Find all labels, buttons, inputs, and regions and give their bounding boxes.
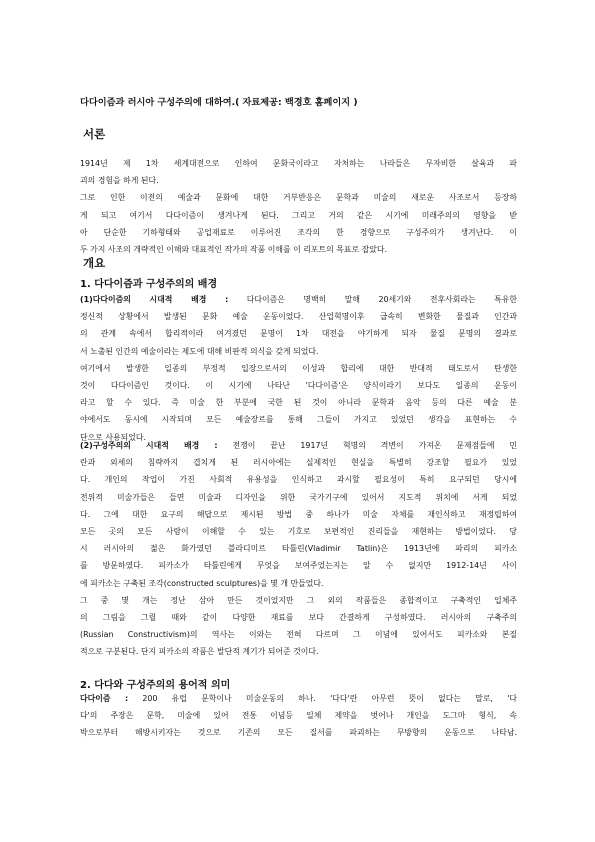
section-1-heading: 1. 다다이즘과 구성주의의 배경: [80, 279, 218, 290]
text-line: 게 되고 여기서 다다이즘이 생겨나게 된다. 그리고 거의 같은 시기에 미래주의의 영향을 받: [80, 210, 517, 220]
dadaism-background-label: (1)다다이즘의 시대적 배경 :: [80, 295, 229, 304]
text-line: 전쟁이 끝난 1917년 혁명의 격변이 가져온 문제점들에 민: [217, 441, 517, 450]
document-page: [80, 0, 517, 842]
text-line: 적으로 구분된다. 단지 피카소의 작품은 발단적 계기가 되어준 것이다.: [80, 647, 319, 657]
text-line: 아 단순한 기하형태와 공업재료로 이루어진 조각의 한 경향으로 구성주의가 생겨난다. 이: [80, 227, 517, 237]
section-2-heading: 2. 다다와 구성주의의 용어적 의미: [80, 680, 231, 691]
text-line: 모든 곳의 모든 사람이 이해할 수 있는 기호로 보편적인 진리들을 재현하는 방법이었다. 당: [80, 526, 517, 536]
text-line: 야에서도 동시에 시작되며 모든 예술장르를 통해 그들이 가지고 있었던 생각을 표현하는 수: [80, 415, 517, 425]
dadaism-definition-paragraph: [80, 690, 517, 742]
text-line: 전위적 미술가들은 들면 미술과 디자인을 위한 국가기구에 있어서 지도적 위치에 서게 되었: [80, 492, 517, 502]
text-line: 란과 외세의 침략까지 겹치게 된 러시아에는 실제적인 현실을 특별히 강조할 필요가 있었: [80, 458, 517, 468]
text-line: 여기에서 발생한 일종의 부정적 입장으로서의 이성과 합리에 대한 반대적 태도로서 탄생한: [80, 363, 517, 373]
text-line: 다. 그에 대한 요구의 해답으로 제시된 방법 중 하나가 미술 자체를 재인식하고 재정립하여: [80, 509, 517, 519]
text-line: 단으로 사용되었다.: [80, 432, 146, 442]
document-title: 다다이즘과 러시아 구성주의에 대하여.( 자료제공: 백경호 홈페이지 ): [80, 97, 358, 108]
text-line: 두 가지 사조의 개략적인 이해와 대표적인 작가의 작품 이해를 이 리포트의 목표로 잡았다.: [80, 244, 388, 254]
text-line: 서 노출된 인간의 예술이라는 제도에 대해 비판적 의식을 갖게 되었다.: [80, 346, 319, 356]
text-line: 1914년 제 1차 세계대전으로 인하여 문화국이라고 자처하는 나라들은 무자비한 살육과 파: [80, 159, 517, 168]
constructivism-background-paragraph: [80, 437, 517, 660]
text-line: 를 방문하였다. 피카소가 타틀린에게 무엇을 보여주었는지는 알 수 없지만 1912-14년 사이: [80, 561, 517, 571]
text-line: 다'의 주장은 문학, 미술에 있어 전통 이념등 일체 제약을 벗어나 개인을 도그마 형식, 속: [80, 711, 517, 721]
text-line: 그로 인한 이전의 예술과 문화에 대한 거부반응은 문학과 미술의 새로운 사조로서 등장하: [80, 193, 517, 203]
text-line: (Russian Constructivism)의 역사는 이와는 전혀 다르며 그 이념에 있어서도 피카소와 본질: [80, 630, 517, 640]
dadaism-definition-label: 다다이즘 :: [80, 694, 129, 703]
text-line: 200 유럽 문학이나 미술운동의 하나. '다다'란 아무런 뜻이 없다는 말로, '다: [128, 694, 517, 703]
text-line: 다. 개인의 작업이 가진 사회적 유용성을 인식하고 과시할 필요성이 특히 요구되던 당시에: [80, 475, 517, 485]
text-line: 그 중 몇 개는 정난 삼아 만든 것이었지만 그 외의 작품들은 종합적이고 구축적인 입체주: [80, 595, 517, 605]
text-line: 의 관계 속에서 합리적이라 여겨졌던 문명이 1차 대전을 야기하게 되자 물질 문명의 결과로: [80, 329, 517, 339]
dadaism-background-paragraph: [80, 291, 517, 446]
text-line: 의 그림을 그릴 때와 같이 다양한 재료를 보다 간결하게 구성하였다. 러시아의 구축주의: [80, 612, 517, 622]
text-line: 라고 할 수 있다. 즉 미술 한 부분에 국한 된 것이 아니라 문학과 음악 등의 다른 예술 분: [80, 398, 517, 408]
text-line: 정신적 상황에서 발생된 문화 예술 운동이었다. 산업혁명이후 급속히 변화한 물질과 인간과: [80, 312, 517, 322]
text-line: 다다이즘은 명백히 말해 20세기와 전후사회라는 특유한: [228, 295, 517, 304]
text-line: 시 러시아의 젊은 화가였던 블라디미르 타틀린(Vladimir Tatlin)은 1913년에 파리의 피카소: [80, 544, 517, 554]
text-line: 괴의 경험을 하게 된다.: [80, 176, 159, 186]
text-line: 것이 다다이즘인 것이다. 이 시기에 나타난 '다다이즘'은 양식이라기 보다도 일종의 운동이: [80, 380, 517, 390]
text-line: 에 피카소는 구축된 조각(constructed sculptures)을 몇 개 만들었다.: [80, 578, 324, 588]
intro-heading: 서론: [83, 127, 106, 141]
text-line: 박으로부터 해방시키자는 것으로 기존의 모든 질서를 파괴하는 무방향의 운동으로 나타남.: [80, 728, 517, 738]
overview-heading: 개요: [83, 256, 106, 270]
intro-paragraph: [80, 155, 517, 258]
constructivism-background-label: (2)구성주의의 시대적 배경 :: [80, 441, 218, 450]
